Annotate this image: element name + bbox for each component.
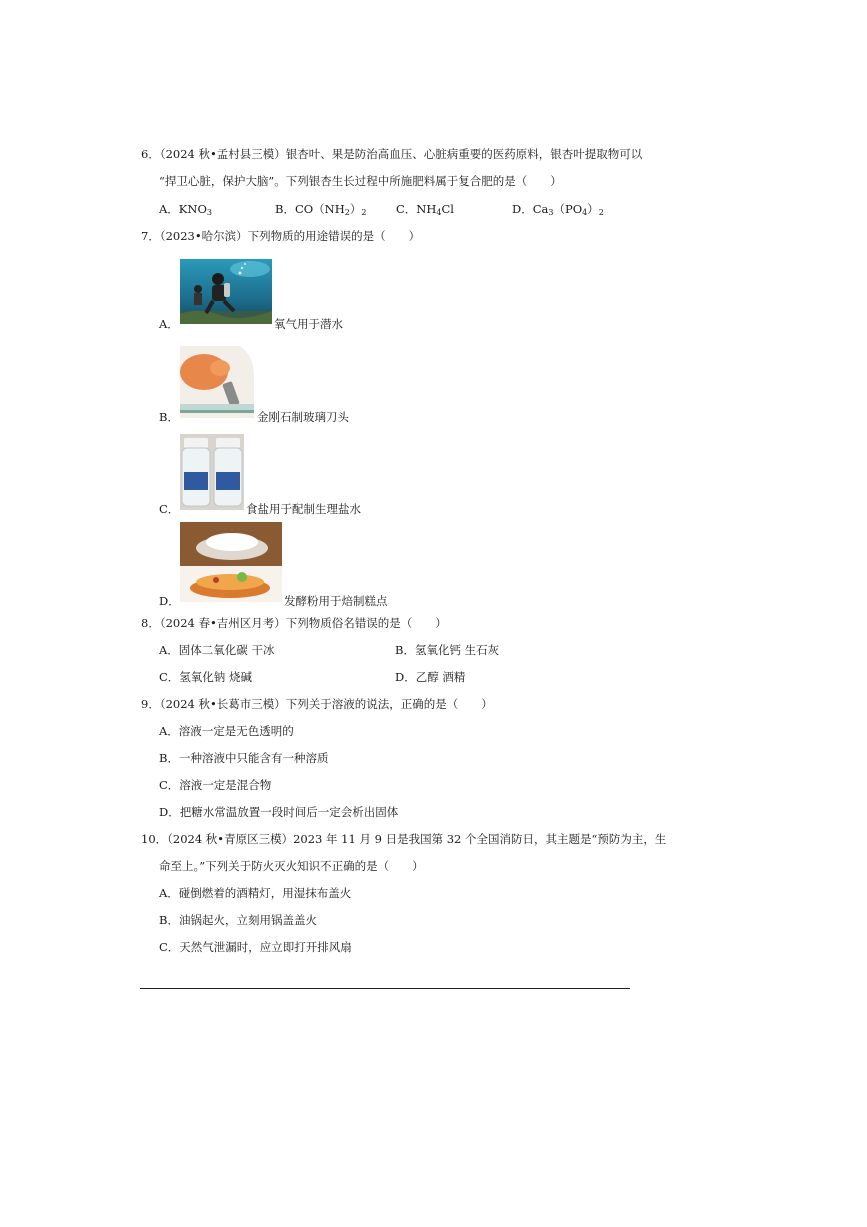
glass-cutter-image	[180, 346, 254, 418]
q6-option-c-tail: Cl	[441, 202, 454, 216]
q9-stem: 9．（2024 秋•长葛市三模）下列关于溶液的说法，正确的是（ ）	[141, 697, 493, 711]
glass-cutter-illustration	[180, 346, 254, 418]
q6-option-d-tail: ）	[587, 202, 599, 216]
q6-stem-line2: “捍卫心脏，保护大脑”。下列银杏生长过程中所施肥料属于复合肥的是（ ）	[159, 174, 562, 188]
q7-option-c-label[interactable]: C．	[159, 502, 180, 516]
q7-stem: 7．（2023•哈尔滨）下列物质的用途错误的是（ ）	[141, 229, 421, 243]
q6-option-d-mid: （PO	[553, 202, 583, 216]
q6-option-a[interactable]	[159, 201, 212, 221]
q6-option-b[interactable]	[275, 201, 366, 221]
q7-option-d-text: 发酵粉用于焙制糕点	[284, 594, 388, 608]
q10-stem-line1: 10．（2024 秋•青原区三模）2023 年 11 月 9 日是我国第 32 个全国消防日，其主题是“预防为主，生	[141, 832, 667, 846]
q7-option-a-label[interactable]: A．	[159, 317, 179, 331]
q6-option-d-sub2: 4	[582, 208, 588, 217]
q9-option-c[interactable]: C．溶液一定是混合物	[159, 778, 272, 792]
q6-option-a-text: A．KNO	[159, 202, 207, 216]
q7-option-d-label[interactable]: D．	[159, 594, 180, 608]
q8-option-d[interactable]: D．乙醇 酒精	[395, 670, 466, 684]
q6-option-c-sub: 4	[436, 208, 442, 217]
diver-underwater-image	[180, 259, 272, 324]
q10-option-a[interactable]: A．碰倒燃着的酒精灯，用湿抹布盖火	[159, 886, 352, 900]
q8-option-c[interactable]: C．氢氧化钠 烧碱	[159, 670, 252, 684]
q6-option-b-sub: 2	[344, 208, 350, 217]
q6-stem-line1: 6．（2024 秋•孟村县三模）银杏叶、果是防治高血压、心脏病重要的医药原料，银杏叶提取物可以	[141, 147, 643, 161]
q7-option-b-label[interactable]: B．	[159, 410, 179, 424]
q6-option-c-text: C．NH	[396, 202, 437, 216]
baking-powder-illustration	[180, 522, 282, 602]
footer-divider	[140, 988, 630, 989]
q7-option-b-text: 金刚石制玻璃刀头	[257, 410, 349, 424]
q9-option-a[interactable]: A．溶液一定是无色透明的	[159, 724, 294, 738]
q10-option-c[interactable]: C．天然气泄漏时，应立即打开排风扇	[159, 940, 352, 954]
q6-option-b-text: B．CO（NH	[275, 202, 345, 216]
q8-stem: 8．（2024 春•吉州区月考）下列物质俗名错误的是（ ）	[141, 616, 447, 630]
q8-option-a[interactable]: A．固体二氧化碳 干冰	[159, 643, 275, 657]
diver-illustration	[180, 259, 272, 324]
saline-bottles-image	[180, 434, 244, 510]
q6-option-a-sub: 3	[206, 208, 212, 217]
q6-option-c[interactable]	[396, 201, 454, 221]
q10-option-b[interactable]: B．油锅起火，立刻用锅盖盖火	[159, 913, 317, 927]
q7-option-c-text: 食盐用于配制生理盐水	[246, 502, 361, 516]
q8-option-b[interactable]: B．氢氧化钙 生石灰	[395, 643, 500, 657]
q6-option-d-text: D．Ca	[512, 202, 549, 216]
q7-option-a-text: 氧气用于潜水	[274, 317, 343, 331]
baking-powder-pastry-image	[180, 522, 282, 602]
q6-option-d[interactable]	[512, 201, 604, 221]
q6-option-d-sub: 3	[548, 208, 554, 217]
saline-bottles-illustration	[180, 434, 244, 510]
q6-option-b-tail: ）	[349, 202, 362, 216]
q6-option-b-sub2: 2	[361, 208, 367, 217]
q6-option-d-sub3: 2	[598, 208, 604, 217]
q9-option-b[interactable]: B．一种溶液中只能含有一种溶质	[159, 751, 329, 765]
q10-stem-line2: 命至上。”下列关于防火灭火知识不正确的是（ ）	[159, 859, 424, 873]
q9-option-d[interactable]: D．把糖水常温放置一段时间后一定会析出固体	[159, 805, 399, 819]
